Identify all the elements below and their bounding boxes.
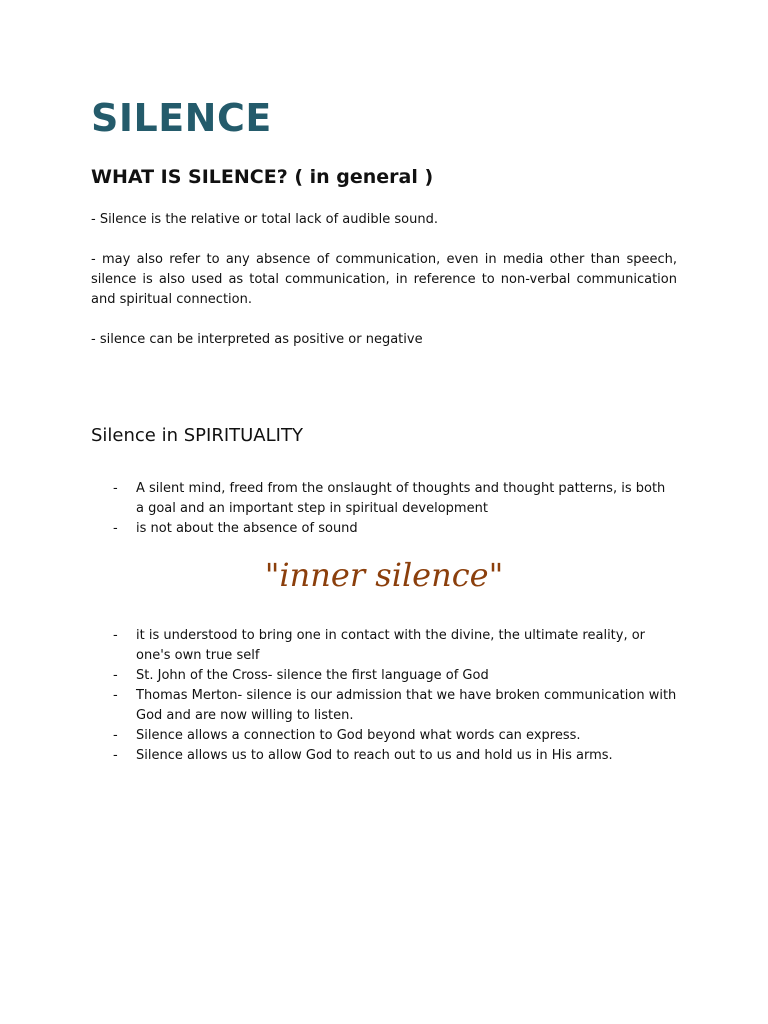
list-item bbox=[91, 686, 677, 726]
section-heading-general: WHAT IS SILENCE? ( in general ) bbox=[91, 166, 434, 188]
list-item bbox=[91, 479, 677, 519]
paragraph-communication: - may also refer to any absence of communication, even in media other than speech, silence is also used as total communication, in reference to non-verbal communication and spiritual connection. bbox=[91, 252, 677, 307]
paragraph-interpretation: - silence can be interpreted as positive or negative bbox=[91, 332, 423, 347]
list-item-text: Thomas Merton- silence is our admission that we have broken communication with God and are now willing to listen. bbox=[136, 688, 677, 723]
list-item-text: is not about the absence of sound bbox=[136, 521, 358, 536]
paragraph-definition: - Silence is the relative or total lack of audible sound. bbox=[91, 212, 438, 227]
list-item-text: St. John of the Cross- silence the first language of God bbox=[136, 668, 489, 683]
spirituality-list-b bbox=[91, 626, 677, 766]
list-item-text: it is understood to bring one in contact with the divine, the ultimate reality, or one's own true self bbox=[136, 628, 646, 663]
list-item bbox=[91, 519, 677, 539]
inner-silence-highlight: "inner silence" bbox=[264, 556, 504, 594]
dash-bullet: - bbox=[113, 628, 118, 643]
list-item bbox=[91, 726, 677, 746]
dash-bullet: - bbox=[113, 521, 118, 536]
spirituality-list-a bbox=[91, 479, 677, 539]
list-item bbox=[91, 746, 677, 766]
list-item-text: Silence allows a connection to God beyond what words can express. bbox=[136, 728, 581, 743]
list-item bbox=[91, 626, 677, 666]
page-title: SILENCE bbox=[91, 96, 272, 140]
dash-bullet: - bbox=[113, 688, 118, 703]
dash-bullet: - bbox=[113, 668, 118, 683]
dash-bullet: - bbox=[113, 481, 118, 496]
dash-bullet: - bbox=[113, 748, 118, 763]
dash-bullet: - bbox=[113, 728, 118, 743]
list-item-text: Silence allows us to allow God to reach out to us and hold us in His arms. bbox=[136, 748, 613, 763]
list-item-text: A silent mind, freed from the onslaught of thoughts and thought patterns, is both a goal and an important step in spiritual development bbox=[136, 481, 666, 516]
section-heading-spirituality: Silence in SPIRITUALITY bbox=[91, 425, 303, 446]
list-item bbox=[91, 666, 677, 686]
